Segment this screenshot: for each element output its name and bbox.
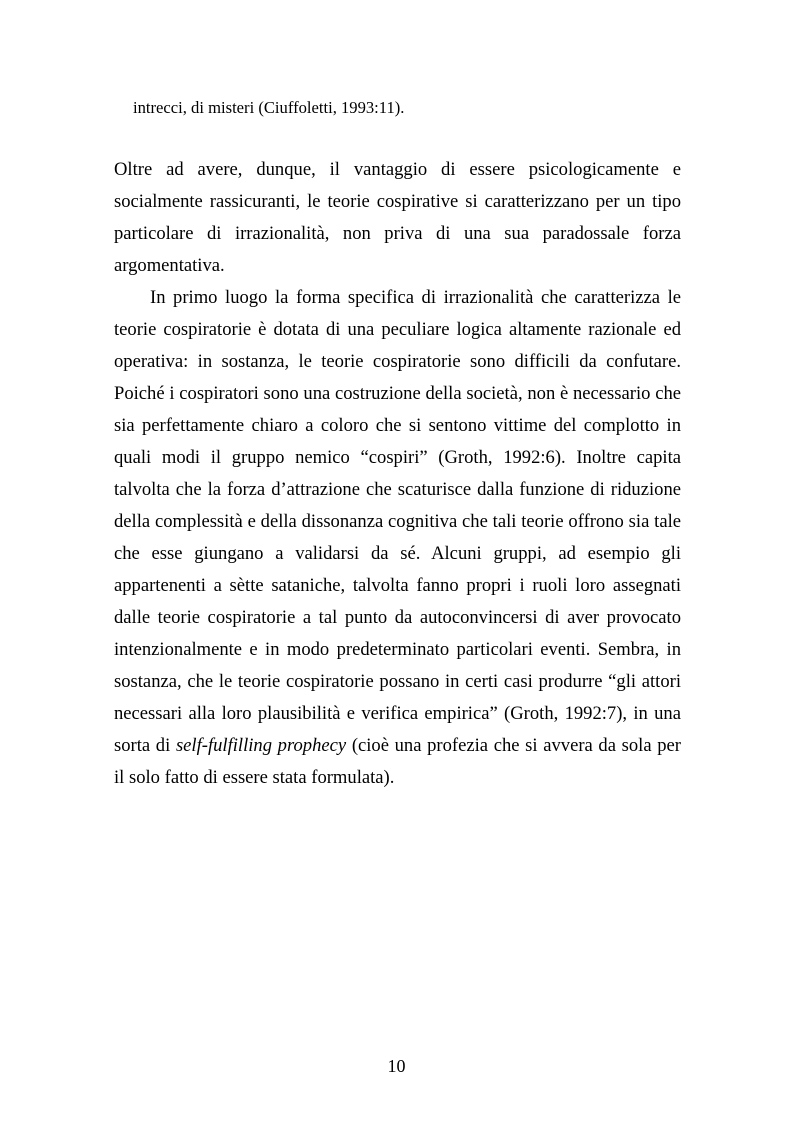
body-text <box>114 154 681 794</box>
paragraph-2-text-before: In primo luogo la forma specifica di irrazionalità che caratterizza le teorie cospiratorie è dotata di una peculiare logica altamente razionale ed operativa: in sostanza, le teorie cospiratorie sono difficili da confutare. Poiché i cospiratori sono una costruzione della società, non è necessario che sia perfettamente chiaro a coloro che si sentono vittime del complotto in quali modi il gruppo nemico “cospiri” (Groth, 1992:6). Inoltre capita talvolta che la forza d’attrazione che scaturisce dalla funzione di riduzione della complessità e della dissonanza cognitiva che tali teorie offrono sia tale che esse giungano a validarsi da sé. Alcuni gruppi, ad esempio gli appartenenti a sètte sataniche, talvolta fanno propri i ruoli loro assegnati dalle teorie cospiratorie a tal punto da autoconvincersi di aver provocato intenzionalmente e in modo predeterminato particolari eventi. Sembra, in sostanza, che le teorie cospiratorie possano in certi casi produrre “gli attori necessari alla loro plausibilità e verifica empirica” (Groth, 1992:7), in una sorta di <box>114 287 681 756</box>
paragraph-1: Oltre ad avere, dunque, il vantaggio di essere psicologicamente e socialmente rassicuranti, le teorie cospirative si caratterizzano per un tipo particolare di irrazionalità, non priva di una sua paradossale forza argomentativa. <box>114 159 681 276</box>
quote-continuation: intrecci, di misteri (Ciuffoletti, 1993:11). <box>133 98 405 117</box>
paragraph-2-italic-term: self-fulfilling prophecy <box>175 735 347 756</box>
paragraph-2-text-after: (cioè una profezia che si avvera da sola per il solo fatto di essere stata formulata). <box>114 735 681 788</box>
page-number: 10 <box>387 1056 406 1076</box>
paragraph-2 <box>114 282 681 794</box>
